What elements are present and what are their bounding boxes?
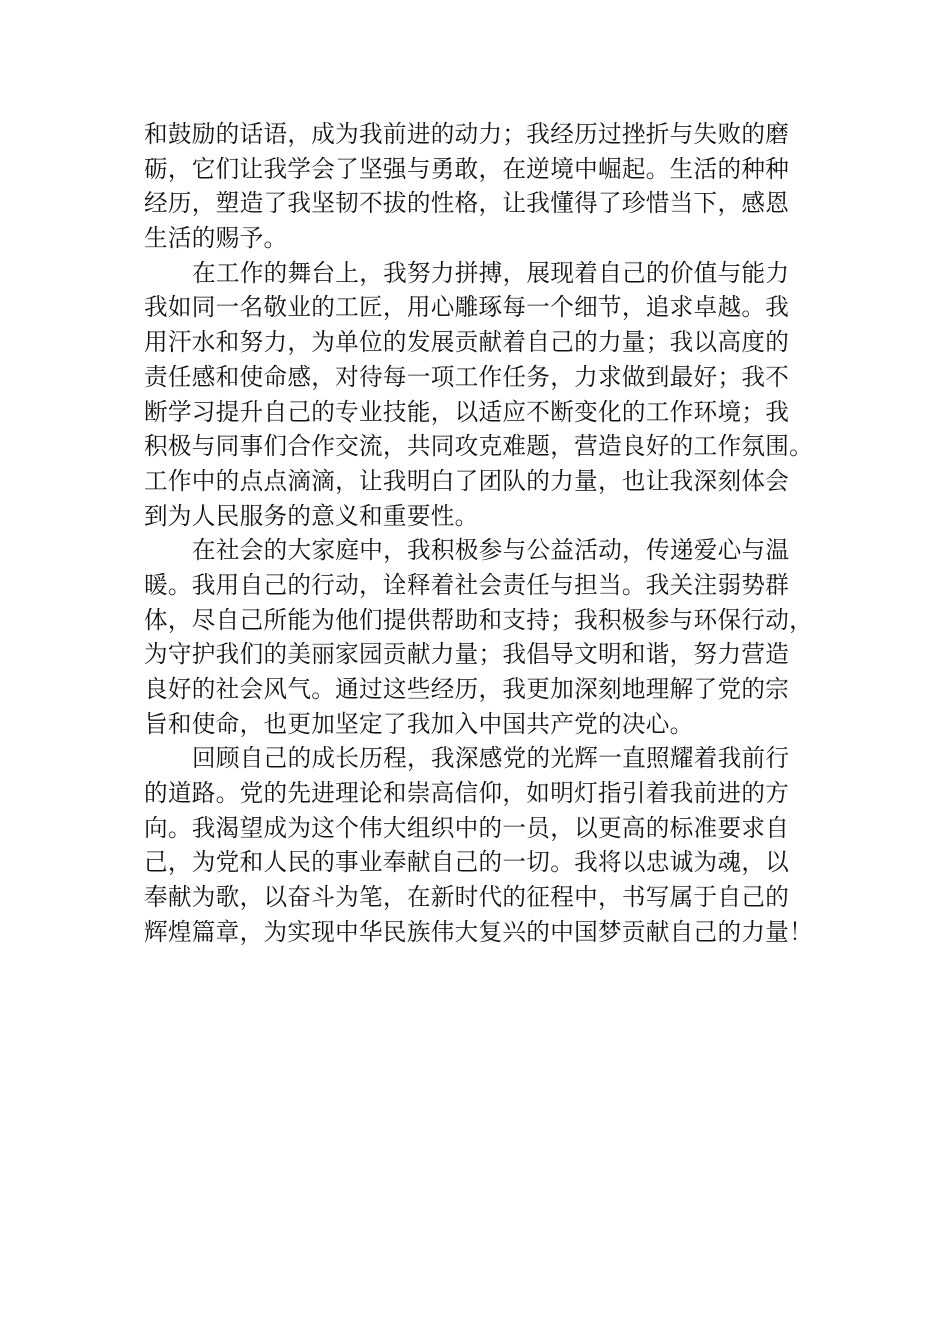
text-line: 责任感和使命感，对待每一项工作任务，力求做到最好；我不 (144, 362, 790, 391)
text-line: 暖。我用自己的行动，诠释着社会责任与担当。我关注弱势群 (144, 570, 790, 599)
paragraph-first-line: 在工作的舞台上，我努力拼搏，展现着自己的价值与能力 (192, 258, 790, 287)
text-line: 工作中的点点滴滴，让我明白了团队的力量，也让我深刻体会 (144, 466, 790, 495)
text-line: 的道路。党的先进理论和崇高信仰，如明灯指引着我前进的方 (144, 779, 790, 808)
text-line: 为守护我们的美丽家园贡献力量；我倡导文明和谐，努力营造 (144, 640, 790, 669)
text-line: 经历，塑造了我坚韧不拔的性格，让我懂得了珍惜当下，感恩 (144, 189, 790, 218)
body-text (144, 117, 824, 950)
text-line: 己，为党和人民的事业奉献自己的一切。我将以忠诚为魂，以 (144, 848, 790, 877)
text-line: 良好的社会风气。通过这些经历，我更加深刻地理解了党的宗 (144, 675, 790, 703)
text-line: 我如同一名敬业的工匠，用心雕琢每一个细节，追求卓越。我 (144, 293, 790, 322)
text-line: 和鼓励的话语，成为我前进的动力；我经历过挫折与失败的磨 (144, 120, 790, 148)
paragraph-first-line: 在社会的大家庭中，我积极参与公益活动，传递爱心与温 (192, 536, 790, 565)
text-line: 到为人民服务的意义和重要性。 (144, 501, 479, 530)
text-line: 奉献为歌，以奋斗为笔，在新时代的征程中，书写属于自己的 (144, 883, 790, 912)
text-line: 用汗水和努力，为单位的发展贡献着自己的力量；我以高度的 (144, 328, 790, 357)
text-line: 断学习提升自己的专业技能，以适应不断变化的工作环境；我 (144, 397, 790, 426)
text-line: 体，尽自己所能为他们提供帮助和支持；我积极参与环保行动， (144, 605, 814, 634)
text-line: 生活的赐予。 (144, 224, 288, 253)
paragraph-first-line: 回顾自己的成长历程，我深感党的光辉一直照耀着我前行 (192, 744, 790, 773)
text-line: 向。我渴望成为这个伟大组织中的一员，以更高的标准要求自 (144, 813, 790, 842)
text-line: 辉煌篇章，为实现中华民族伟大复兴的中国梦贡献自己的力量！ (144, 917, 814, 946)
text-line: 积极与同事们合作交流，共同攻克难题，营造良好的工作氛围。 (144, 432, 814, 461)
text-line: 旨和使命，也更加坚定了我加入中国共产党的决心。 (144, 709, 694, 738)
text-line: 砺，它们让我学会了坚强与勇敢，在逆境中崛起。生活的种种 (144, 154, 790, 183)
